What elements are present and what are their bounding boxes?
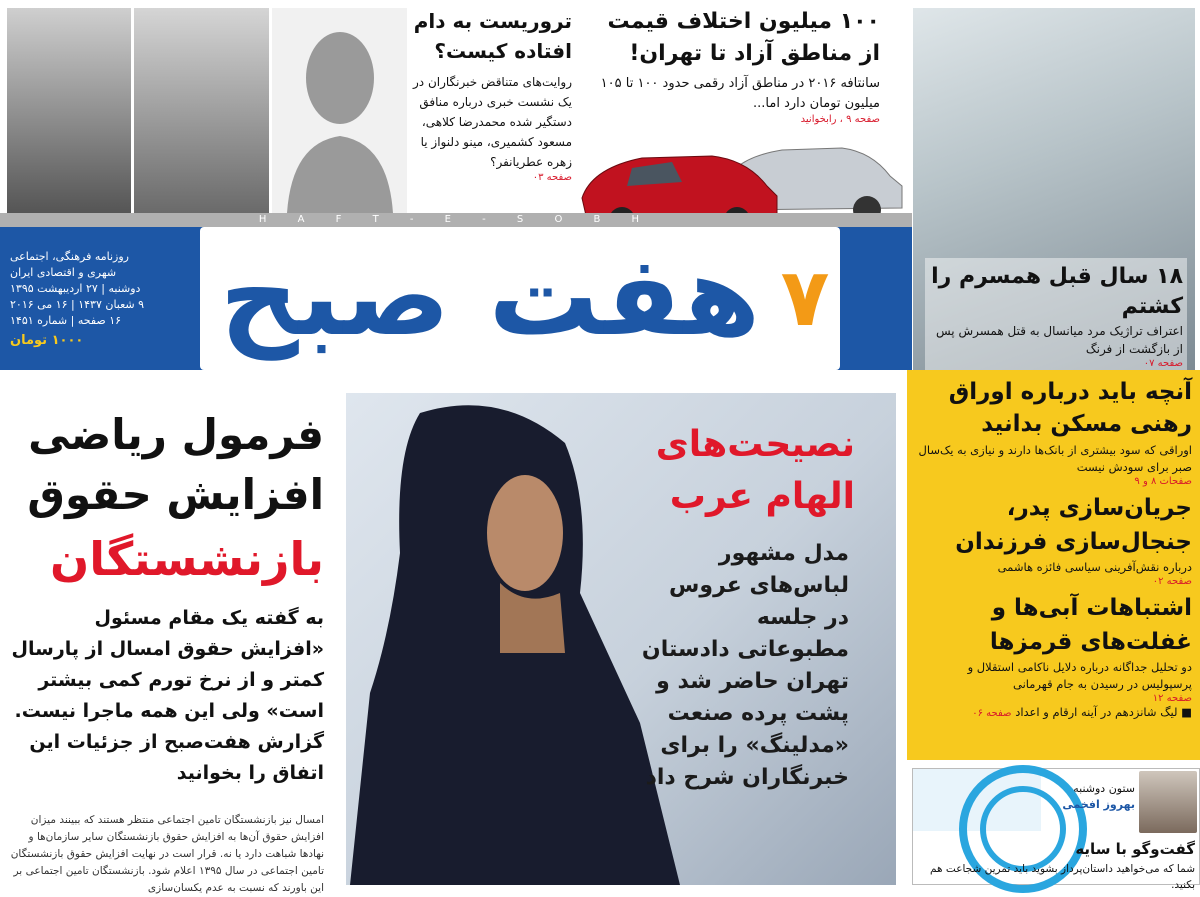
column-title: گفت‌وگو با سایه (1075, 840, 1195, 858)
actress-story (600, 420, 855, 794)
pension-story (6, 405, 324, 789)
portrait-2 (134, 8, 269, 213)
cars-ref: صفحه ۹ ، رابخوانید (800, 114, 880, 125)
wife-ref: صفحه ۰۷ (1143, 358, 1183, 369)
pension-headline-3: بازنشستگان (50, 532, 324, 586)
info-line: ۹ شعبان ۱۴۳۷ | ۱۶ می ۲۰۱۶ (10, 298, 145, 311)
cars-headline: ۱۰۰ میلیون اختلاف قیمت از مناطق آزاد تا تهران! (607, 9, 880, 66)
column-author: بهروز افخمی (1062, 798, 1135, 811)
hashemi-body: درباره نقش‌آفرینی سیاسی فائزه هاشمی (997, 560, 1192, 574)
column-graphic (913, 769, 1041, 831)
terror-story (410, 6, 572, 211)
wife-story (925, 258, 1187, 373)
portrait-placeholder (272, 8, 407, 213)
logo-text: هفت صبح (219, 232, 761, 360)
league-ref: صفحه ۰۶ (972, 708, 1012, 719)
brand-strip (0, 213, 912, 227)
bonds-body: اوراقی که سود بیشتری از بانک‌ها دارند و نیازی به یک‌سال صبر برای سودش نیست (918, 443, 1192, 474)
info-line: شهری و اقتصادی ایران (10, 266, 117, 279)
pension-lead: به گفته یک مقام مسئول «افزایش حقوق امسال از پارسال کمتر و از نرخ تورم کمی بیشتر است» ولی این همه ماجرا نیست. گزارش هفت‌صبح از جزئیات این اتفاق را بخوانید (11, 607, 324, 784)
actress-body: مدل مشهور لباس‌های عروس در جلسه مطبوعاتی دادستان تهران حاضر شد و پشت پرده صنعت «مدلینگ» را برای خبرنگاران شرح داد (641, 541, 849, 790)
actress-headline-2: الهام عرب (669, 476, 855, 517)
terror-body: روایت‌های متناقض خبرنگاران در یک نشست خبری درباره منافق دستگیر شده محمدرضا کلاهی، مسعود کشمیری، مینو دلنواز یا زهره عطریانفر؟ (413, 75, 572, 169)
column-meta (1043, 781, 1135, 813)
wife-body: اعتراف تراژیک مرد میانسال به قتل همسرش پس از بازگشت از فرنگ (936, 324, 1183, 356)
terror-headline: تروریست به دام افتاده کیست؟ (413, 9, 572, 63)
terror-ref: صفحه ۰۳ (532, 172, 572, 183)
author-avatar (1139, 771, 1197, 833)
portrait-1 (7, 8, 131, 213)
column-box (912, 768, 1200, 891)
football-ref: صفحه ۱۲ (1152, 693, 1192, 704)
league-text: لیگ شانزدهم در آینه ارقام و اعداد (1015, 705, 1178, 719)
column-body: شما که می‌خواهید داستان‌پرداز بشوید باید تمرین شجاعت هم بکنید. (930, 863, 1195, 891)
pension-headline-1: فرمول ریاضی (28, 410, 324, 459)
brand-strip-text: H A F T - E - S O B H (258, 214, 654, 225)
cars-body: سانتافه ۲۰۱۶ در مناطق آزاد رقمی حدود ۱۰۰ تا ۱۰۵ میلیون تومان دارد اما... (600, 76, 880, 111)
info-line: روزنامه فرهنگی، اجتماعی (10, 250, 129, 263)
right-yellow-box (907, 370, 1200, 760)
price: ۱۰۰۰ تومان (10, 333, 84, 348)
pension-small (4, 812, 324, 894)
actress-headline-1: نصیحت‌های (655, 424, 855, 465)
pension-headline-2: افزایش حقوق (27, 470, 324, 519)
football-headline: اشتباهات آبی‌ها و غفلت‌های قرمزها (989, 595, 1192, 655)
swirl-icon (913, 769, 1041, 831)
masthead-info (10, 249, 180, 349)
info-line: دوشنبه | ۲۷ اردیبهشت ۱۳۹۵ (10, 282, 141, 295)
person-silhouette-icon (272, 8, 407, 213)
masthead (0, 227, 912, 370)
column-label: ستون دوشنبه (1073, 782, 1135, 795)
pension-small-text: امسال نیز بازنشستگان تامین اجتماعی منتظر هستند که ببینند میزان افزایش حقوق آن‌ها به افزایش حقوق بازنشستگان سایر سازمان‌ها و نهادها شباهت دارد یا نه. قرار است در نهایت افزایش حقوق بازنشستگان تامین اجتماعی در سال ۱۳۹۵ اعلام شود. بازنشستگان تامین اجتماعی بر این باورند که نسبت به عدم یکسان‌سازی (10, 814, 324, 894)
bonds-ref: صفحات ۸ و ۹ (1134, 476, 1192, 487)
logo-seven: ۷ (780, 251, 830, 344)
bonds-headline: آنچه باید درباره اوراق رهنی مسکن بدانید (948, 379, 1192, 437)
bullet-icon: ■ (1177, 705, 1192, 719)
football-body: دو تحلیل جداگانه درباره دلایل ناکامی استقلال و پرسپولیس در رسیدن به جام قهرمانی (967, 660, 1192, 691)
info-line: ۱۶ صفحه | شماره ۱۴۵۱ (10, 314, 122, 327)
hashemi-ref: صفحه ۰۲ (1152, 576, 1192, 587)
hashemi-headline: جریان‌سازی پدر، جنجال‌سازی فرزندان (955, 495, 1192, 555)
league-body (915, 704, 1192, 722)
cars-story (582, 6, 880, 125)
wife-headline: ۱۸ سال قبل همسرم را کشتم (931, 264, 1183, 319)
